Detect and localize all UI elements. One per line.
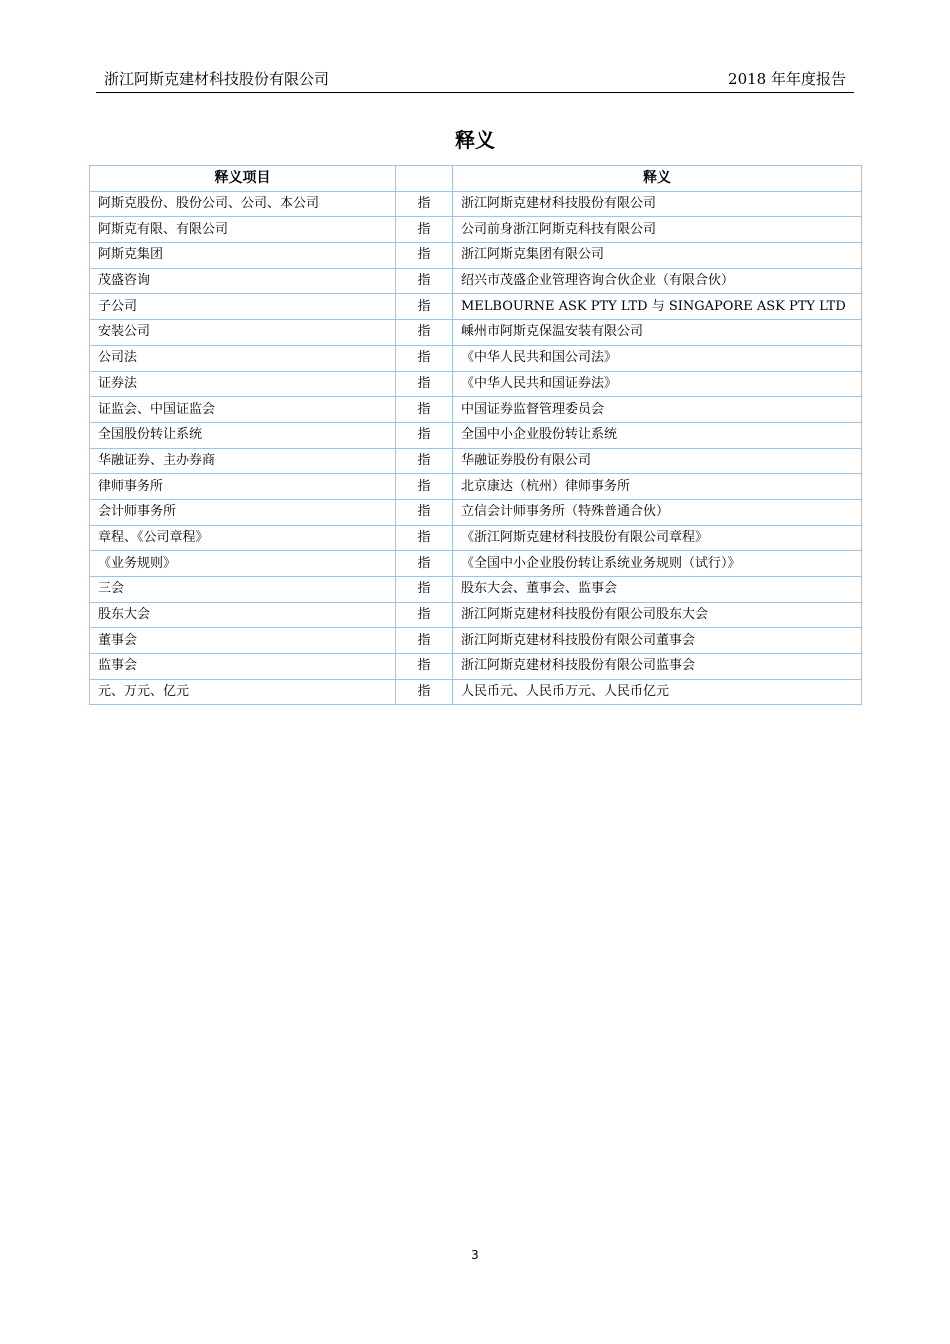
table-row: [90, 397, 862, 423]
definition-cell: 中国证券监督管理委员会: [453, 397, 862, 423]
definition-cell: 《浙江阿斯克建材科技股份有限公司章程》: [453, 525, 862, 551]
definition-cell: 嵊州市阿斯克保温安装有限公司: [453, 320, 862, 346]
term-cell: 子公司: [90, 294, 396, 320]
term-cell: 元、万元、亿元: [90, 679, 396, 705]
definition-cell: 《中华人民共和国证券法》: [453, 371, 862, 397]
definition-cell: 浙江阿斯克建材科技股份有限公司董事会: [453, 628, 862, 654]
refers-to-cell: 指: [396, 551, 453, 577]
term-cell: 律师事务所: [90, 474, 396, 500]
table-row: [90, 474, 862, 500]
term-cell: 阿斯克股份、股份公司、公司、本公司: [90, 191, 396, 217]
term-cell: 全国股份转让系统: [90, 422, 396, 448]
refers-to-cell: 指: [396, 397, 453, 423]
term-cell: 证监会、中国证监会: [90, 397, 396, 423]
table-row: [90, 191, 862, 217]
table-row: [90, 345, 862, 371]
refers-to-cell: 指: [396, 679, 453, 705]
table-row: [90, 422, 862, 448]
term-cell: 监事会: [90, 654, 396, 680]
table-row: [90, 602, 862, 628]
definition-cell: 浙江阿斯克建材科技股份有限公司: [453, 191, 862, 217]
column-header-definition: 释义: [453, 166, 862, 192]
table-row: [90, 654, 862, 680]
definition-cell: MELBOURNE ASK PTY LTD 与 SINGAPORE ASK PTY LTD: [453, 294, 862, 320]
term-cell: 公司法: [90, 345, 396, 371]
definition-cell: 立信会计师事务所（特殊普通合伙）: [453, 499, 862, 525]
table-row: [90, 294, 862, 320]
column-header-term: 释义项目: [90, 166, 396, 192]
refers-to-cell: 指: [396, 525, 453, 551]
table-row: [90, 320, 862, 346]
term-cell: 会计师事务所: [90, 499, 396, 525]
refers-to-cell: 指: [396, 268, 453, 294]
table-row: [90, 243, 862, 269]
definition-cell: 浙江阿斯克建材科技股份有限公司股东大会: [453, 602, 862, 628]
table-row: [90, 499, 862, 525]
page-number: 3: [471, 1248, 479, 1262]
refers-to-cell: 指: [396, 243, 453, 269]
table-row: [90, 217, 862, 243]
table-row: [90, 525, 862, 551]
refers-to-cell: 指: [396, 474, 453, 500]
term-cell: 证券法: [90, 371, 396, 397]
header-company-name: 浙江阿斯克建材科技股份有限公司: [104, 70, 330, 88]
page-header: [96, 66, 854, 93]
refers-to-cell: 指: [396, 217, 453, 243]
term-cell: 华融证券、主办券商: [90, 448, 396, 474]
term-cell: 阿斯克集团: [90, 243, 396, 269]
table-row: [90, 268, 862, 294]
term-cell: 章程、《公司章程》: [90, 525, 396, 551]
refers-to-cell: 指: [396, 422, 453, 448]
definition-cell: 全国中小企业股份转让系统: [453, 422, 862, 448]
refers-to-cell: 指: [396, 499, 453, 525]
refers-to-cell: 指: [396, 320, 453, 346]
table-row: [90, 679, 862, 705]
refers-to-cell: 指: [396, 448, 453, 474]
term-cell: 股东大会: [90, 602, 396, 628]
refers-to-cell: 指: [396, 602, 453, 628]
table-header-row: [90, 166, 862, 192]
definition-cell: 公司前身浙江阿斯克科技有限公司: [453, 217, 862, 243]
term-cell: 安装公司: [90, 320, 396, 346]
table-row: [90, 628, 862, 654]
table-row: [90, 577, 862, 603]
definition-cell: 《中华人民共和国公司法》: [453, 345, 862, 371]
definition-cell: 华融证券股份有限公司: [453, 448, 862, 474]
refers-to-cell: 指: [396, 628, 453, 654]
definition-cell: 北京康达（杭州）律师事务所: [453, 474, 862, 500]
definition-cell: 浙江阿斯克建材科技股份有限公司监事会: [453, 654, 862, 680]
table-row: [90, 371, 862, 397]
refers-to-cell: 指: [396, 345, 453, 371]
section-title: 释义: [455, 128, 495, 152]
term-cell: 茂盛咨询: [90, 268, 396, 294]
header-report-title: 2018 年年度报告: [728, 70, 846, 88]
term-cell: 阿斯克有限、有限公司: [90, 217, 396, 243]
term-cell: 《业务规则》: [90, 551, 396, 577]
term-cell: 三会: [90, 577, 396, 603]
definition-cell: 浙江阿斯克集团有限公司: [453, 243, 862, 269]
refers-to-cell: 指: [396, 191, 453, 217]
column-header-blank: [396, 166, 453, 192]
table-row: [90, 551, 862, 577]
table-row: [90, 448, 862, 474]
refers-to-cell: 指: [396, 371, 453, 397]
definitions-table: [89, 165, 862, 705]
definition-cell: 绍兴市茂盛企业管理咨询合伙企业（有限合伙）: [453, 268, 862, 294]
definition-cell: 股东大会、董事会、监事会: [453, 577, 862, 603]
refers-to-cell: 指: [396, 577, 453, 603]
definition-cell: 《全国中小企业股份转让系统业务规则（试行）》: [453, 551, 862, 577]
definition-cell: 人民币元、人民币万元、人民币亿元: [453, 679, 862, 705]
refers-to-cell: 指: [396, 294, 453, 320]
refers-to-cell: 指: [396, 654, 453, 680]
term-cell: 董事会: [90, 628, 396, 654]
